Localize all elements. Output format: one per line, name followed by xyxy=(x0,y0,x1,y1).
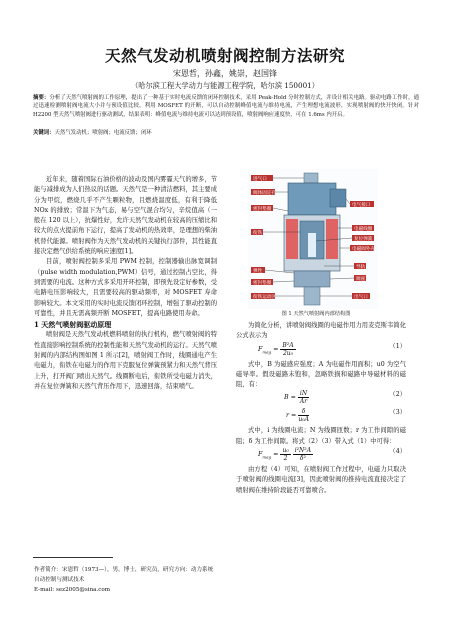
author-email: E-mail: sez2005@sina.com xyxy=(34,586,111,593)
eq1-denominator: 2u₀ xyxy=(282,349,294,357)
equation-1: $F_{mag}$ = $\frac{\text{B²A}}{\text{2u₀}}$ （1） xyxy=(258,341,406,357)
right-column xyxy=(236,321,406,496)
eq3-lhs: r = xyxy=(286,412,297,420)
injector-diagram xyxy=(248,169,378,309)
conclusion-paragraph: 由方程（4）可知，在喷射阀工作过程中，电磁力只取决于喷射阀的线圈电流[3]，因此喷射阀的推持电流直接决定了喷射阀在维持阶段能否可靠喷合。 xyxy=(236,466,406,494)
figure-label-right-3: 电磁阀外壳 xyxy=(352,247,375,252)
intro-paragraph: 近年来，随着国际石油价格的波动及国内雾霾天气的增多，节能与减排成为人们热议的话题。天然气是一种清洁燃料，其主要成分为甲烷，燃烧几乎不产生颗粒物，且燃烧温度低，有利于降低 NOx 的排放；常温下为气态，易与空气混合均匀，辛烷值高（一般在 120 以上），抗爆性好，允许天然气发动机在较高的压缩比和较大的点火提前角下运行，提高了发动机的热效率，是理想的柴油机替代能源。喷射阀作为天然气发动机的关键执行部件，其性能直接决定燃气供给系统的响应速度[1]。 xyxy=(34,176,217,256)
abstract-label: 摘要： xyxy=(33,95,50,101)
footnote-rule xyxy=(33,557,113,558)
figure-label-right-6: 出气口 xyxy=(354,295,368,300)
authors: 宋恩哲，孙鑫，姚崇，赵国锋 xyxy=(173,69,277,78)
substitution-paragraph: 式中，i 为线圈电流；N 为线圈匝数；r 为工作间隙的磁阻；δ 为工作间隙。将式（2）（3）带入式（1）中可得： xyxy=(236,427,406,445)
affiliation: （哈尔滨工程大学动力与能源工程学院，哈尔滨 150001） xyxy=(131,81,319,90)
equation-3 xyxy=(236,408,406,426)
author-bio: 作者简介：宋恩哲（1973—），男，博士，研究员，研究方向：动力系统自动控制与测试技术 xyxy=(34,567,214,583)
principle-paragraph: 喷射阀是天然气发动机燃料喷射的执行机构，燃气喷射阀的特性直接影响控制系统的控制性能和天然气发动机的运行。天然气喷射阀的内部结构图如图 1 所示[2]，喷射阀工作时，线圈通电产生电磁力，衔铁在电磁力的作用下克服复位弹簧预紧力和天然气背压上升，打开阀门喷出天然气。线圈断电后，衔铁所受电磁力消失，并在复位弹簧和天然气背压作用下，迅速回落，结束喷气。 xyxy=(34,331,217,390)
figure-label-right-4: 导轨 xyxy=(356,265,366,270)
figure-caption: 图 1 天然气喷射阀内部结构图 xyxy=(281,311,351,317)
eq1-number: （1） xyxy=(389,342,406,350)
eq1-sub: mag xyxy=(262,348,272,354)
injector-structure-figure xyxy=(248,169,378,309)
eq3-numerator: δ xyxy=(298,408,309,416)
maxwell-intro: 为简化分析，讲喷射阀线圈的电磁作用力用麦克斯韦简化公式表示为 xyxy=(236,322,406,340)
figure-label-right-2: 复位弹簧 xyxy=(354,237,373,242)
eq1-numerator: B²A xyxy=(282,341,294,349)
left-column xyxy=(34,175,217,392)
keywords-text: 天然气发动机；喷射阀；电流反馈；闭环 xyxy=(54,130,152,136)
eq4-equals: = xyxy=(273,451,279,459)
figure-label-left-3: 衔铁 xyxy=(253,231,263,236)
equation-4 xyxy=(236,447,406,465)
variables-paragraph: 式中，B 为磁感应强度；A 为电磁作用面积；u0 为空气磁导率。假设磁路未饱和，忽略铁损和磁路中导磁材料的磁阻，有： xyxy=(236,360,406,389)
keywords-label: 关键词： xyxy=(33,130,55,136)
eq2-lhs: B = xyxy=(284,394,296,402)
eq2-number: （2） xyxy=(389,391,406,399)
figure-label-left-0: 进气口 xyxy=(253,177,267,182)
eq2-denominator: Ar xyxy=(299,398,308,406)
eq4-denominator-1: 2 xyxy=(283,455,288,463)
figure-label-right-5: 阀座 xyxy=(356,277,366,282)
eq4-numerator-2: i²N²A xyxy=(294,447,312,455)
control-paragraph: 目前，喷射阀控制多采用 PWM 控制，控制器输出脉宽调制（pulse width modulation,PWM）信号，通过控制占空比，得到需要的电流。这种方式多采用开环控制，即预先设定好参数，受电路电压影响较大，且需要较高的驱动频率，对 MOSFET 寿命影响较大。本文采用的实时电流反馈闭环控制，增强了驱动控制的可靠性，并且无需高频开断 MOSFET，提高电路使用寿命。 xyxy=(34,258,217,317)
equation-2 xyxy=(236,390,406,408)
abstract-text: 分析了天然气喷射阀的工作原理，提出了一种基于实时电流反馈的闭环控制技术，采用 Peak-Hold 分时控制方式，并设计相关电路。驱动电路工作时，通过迅速检测喷射阀电流大小并与预设值比较，利用 MOSFET 的开断，可以自动控制峰值电流与维持电流，产生理想电流波形，实现喷射阀的快开快闭。针对 H2200 型天然气喷射阀进行驱动测试，结果表明：峰值电流与维持电流可以达到预设值，喷射阀响应速度快，可在 1.6ms 内开启。 xyxy=(33,95,419,118)
figure-label-left-4: 弹性 xyxy=(253,269,263,274)
abstract xyxy=(33,94,419,119)
eq4-sub: mag xyxy=(262,454,272,460)
figure-label-left-6: 衔铁运动区 xyxy=(253,295,276,300)
eq4-numerator-1: u₀ xyxy=(282,447,289,455)
footnote xyxy=(34,566,217,595)
eq1-lhs: F xyxy=(258,345,263,353)
figure-label-left-1: 阀体固定孔 xyxy=(253,191,276,196)
figure-label-right-1: 电磁线圈 xyxy=(354,227,373,232)
paper-title: 天然气发动机喷射阀控制方法研究 xyxy=(104,46,345,65)
eq4-number: （4） xyxy=(389,448,406,456)
figure-label-left-5: 密封垫圈 xyxy=(253,281,272,286)
keywords xyxy=(33,128,419,136)
eq3-number: （3） xyxy=(389,409,406,417)
eq2-numerator: iN xyxy=(299,390,308,398)
eq3-denominator: u₀A xyxy=(298,416,309,424)
eq4-lhs: F xyxy=(258,451,263,459)
section-heading: 1 天然气喷射阀驱动原理 xyxy=(34,320,112,330)
figure-label-right-0: 电气接口 xyxy=(352,203,371,208)
figure-label-left-2: 密封垫圈 xyxy=(253,207,272,212)
eq4-denominator-2: δ² xyxy=(299,455,306,463)
